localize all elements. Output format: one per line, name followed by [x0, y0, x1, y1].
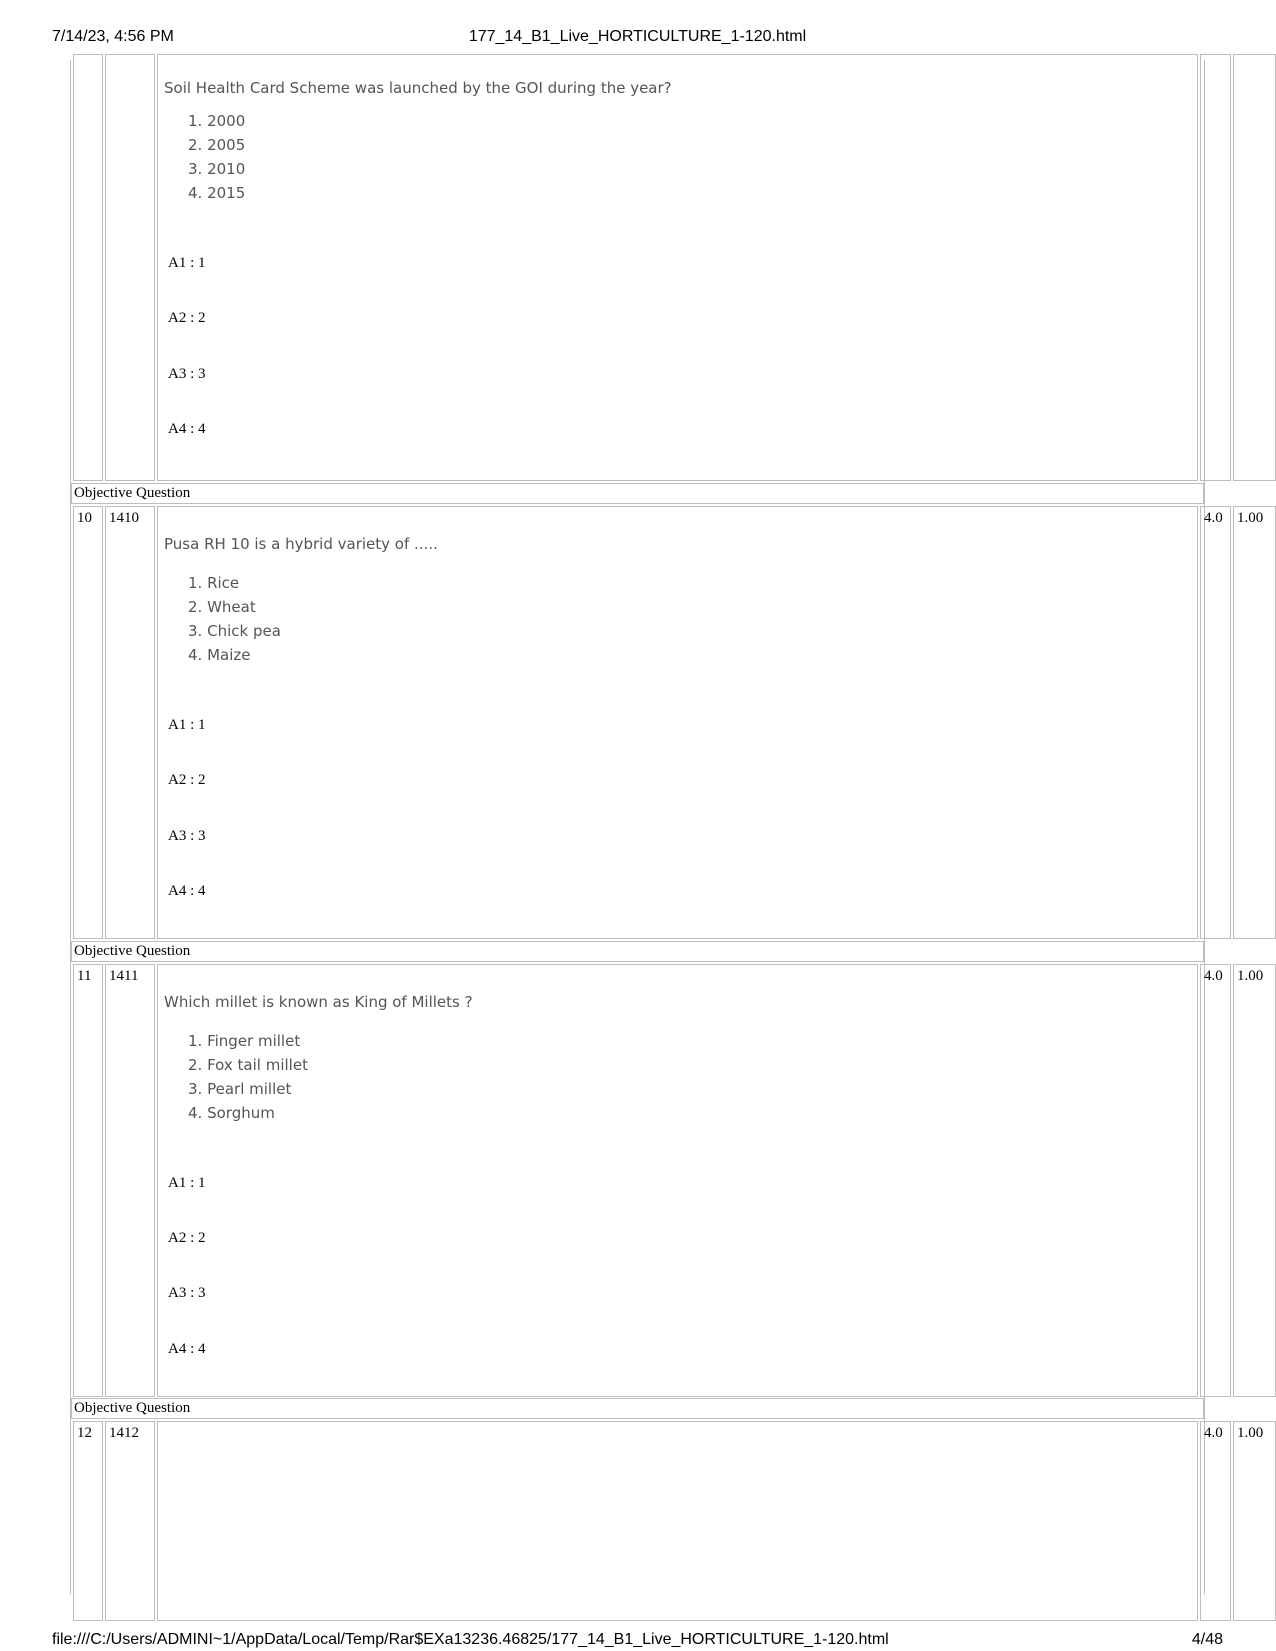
- question-row: [71, 1421, 1264, 1621]
- option-item: 2. Fox tail millet: [188, 1056, 308, 1074]
- question-text: Soil Health Card Scheme was launched by the GOI during the year?: [164, 79, 672, 97]
- answer-option: A4 : 4: [168, 883, 206, 899]
- option-item: 3. 2010: [188, 160, 246, 178]
- question-type-label: Objective Question: [71, 941, 1204, 962]
- answer-option: A4 : 4: [168, 1341, 206, 1357]
- question-text: Pusa RH 10 is a hybrid variety of .....: [164, 535, 438, 553]
- question-id-cell: [105, 54, 155, 481]
- option-item: 4. Maize: [188, 646, 251, 664]
- question-body-cell: [157, 54, 1198, 481]
- serial-cell: 12: [73, 1421, 103, 1621]
- marks-cell: 4.0: [1200, 964, 1231, 1397]
- serial-cell: [73, 54, 103, 481]
- question-id-cell: 1411: [105, 964, 155, 1397]
- option-list: [170, 1029, 308, 1125]
- question-id-cell: 1412: [105, 1421, 155, 1621]
- answer-option: A1 : 1: [168, 717, 206, 733]
- document-title: 177_14_B1_Live_HORTICULTURE_1-120.html: [468, 28, 807, 45]
- negative-marks-cell: 1.00: [1233, 1421, 1276, 1621]
- option-item: 2. 2005: [188, 136, 246, 154]
- print-footer: [52, 1631, 1223, 1651]
- option-list: [170, 109, 245, 205]
- question-body-cell: [157, 1421, 1198, 1621]
- option-item: 1. Finger millet: [188, 1032, 301, 1050]
- question-row: [71, 54, 1204, 481]
- option-item: 4. Sorghum: [188, 1104, 275, 1122]
- question-row: [71, 506, 1264, 939]
- file-url: file:///C:/Users/ADMINI~1/AppData/Local/Temp/Rar$EXa13236.46825/177_14_B1_Live_HORTICULTURE_1-120.html: [52, 1631, 889, 1648]
- answer-option: A1 : 1: [168, 255, 206, 271]
- answer-option: A3 : 3: [168, 366, 206, 382]
- negative-marks-cell: 1.00: [1233, 506, 1276, 939]
- option-item: 2. Wheat: [188, 598, 256, 616]
- option-item: 1. 2000: [188, 112, 246, 130]
- negative-marks-cell: [1233, 54, 1276, 481]
- question-text: Which millet is known as King of Millets ?: [164, 993, 473, 1011]
- marks-cell: [1200, 54, 1231, 481]
- page-indicator: 4/48: [1191, 1631, 1223, 1648]
- negative-marks-cell: 1.00: [1233, 964, 1276, 1397]
- question-row: [71, 964, 1264, 1397]
- serial-cell: 10: [73, 506, 103, 939]
- serial-cell: 11: [73, 964, 103, 1397]
- print-datetime: 7/14/23, 4:56 PM: [52, 28, 174, 45]
- answer-option: A3 : 3: [168, 828, 206, 844]
- option-list: [170, 571, 281, 667]
- option-item: 1. Rice: [188, 574, 240, 592]
- question-table: [70, 60, 1264, 1594]
- answer-option: A2 : 2: [168, 310, 206, 326]
- answer-option: A4 : 4: [168, 421, 206, 437]
- marks-cell: 4.0: [1200, 506, 1231, 939]
- option-item: 3. Chick pea: [188, 622, 281, 640]
- answer-option: A2 : 2: [168, 1230, 206, 1246]
- option-item: 4. 2015: [188, 184, 246, 202]
- answer-option: A2 : 2: [168, 772, 206, 788]
- answer-option: A1 : 1: [168, 1175, 206, 1191]
- print-header: [52, 28, 1223, 50]
- answer-option: A3 : 3: [168, 1285, 206, 1301]
- option-item: 3. Pearl millet: [188, 1080, 292, 1098]
- question-type-label: Objective Question: [71, 483, 1204, 504]
- question-id-cell: 1410: [105, 506, 155, 939]
- marks-cell: 4.0: [1200, 1421, 1231, 1621]
- question-body-cell: [157, 964, 1198, 1397]
- question-type-label: Objective Question: [71, 1398, 1204, 1419]
- question-body-cell: [157, 506, 1198, 939]
